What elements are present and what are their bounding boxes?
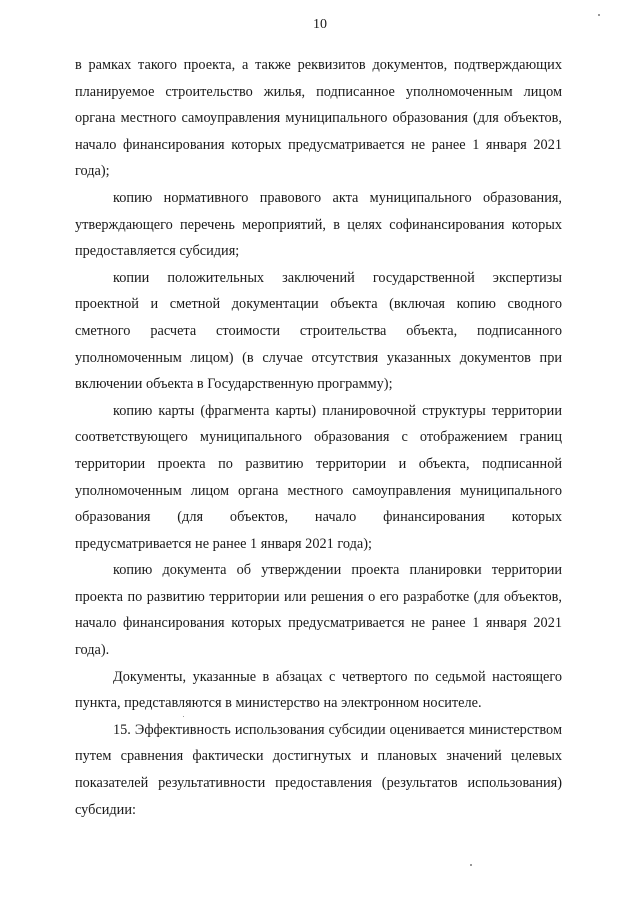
scan-speck [598,14,600,16]
scan-speck [470,864,472,866]
paragraph-normative-act-copy: копию нормативного правового акта муниципального образования, утверждающего перечень мероприятий, в целях софинансирования которых предоставляется субсидия; [75,189,562,260]
scan-speck [183,716,184,717]
page-number: 10 [313,17,327,32]
paragraph-planning-project-document: копию документа об утверждении проекта планировки территории проекта по развитию территории или решения о его разработке (для объектов, начало финансирования которых предусматривается не ранее 1 января 2021 года). [75,562,562,659]
paragraph-expertise-conclusions: копии положительных заключений государственной экспертизы проектной и сметной документации объекта (включая копию сводного сметного расчета стоимости строительства объекта, подписанного уполномоченным лицом) (в случае отсутствия указанных документов при включении объекта в Государственную программу); [75,269,562,393]
paragraph-territory-map-copy: копию карты (фрагмента карты) планировочной структуры территории соответствующего муниципального образования с отображением границ территории проекта по развитию территории и объекта, подписанной уполномоченным лицом органа местного самоуправления муниципального образования (для объектов, начало финансирования которых предусматривается не ранее 1 января 2021 года); [75,402,562,552]
paragraph-continuation: в рамках такого проекта, а также реквизитов документов, подтверждающих планируемое строительство жилья, подписанное уполномоченным лицом органа местного самоуправления муниципального образования (для объектов, начало финансирования которых предусматривается не ранее 1 января 2021 года); [75,57,562,180]
paragraph-electronic-documents: Документы, указанные в абзацах с четвертого по седьмой настоящего пункта, представляются в министерство на электронном носителе. [75,668,562,712]
document-body [75,52,562,823]
paragraph-item-15-efficiency: 15. Эффективность использования субсидии оценивается министерством путем сравнения фактически достигнутых и плановых значений целевых показателей результативности предоставления (результатов использования) субсидии: [75,721,562,818]
